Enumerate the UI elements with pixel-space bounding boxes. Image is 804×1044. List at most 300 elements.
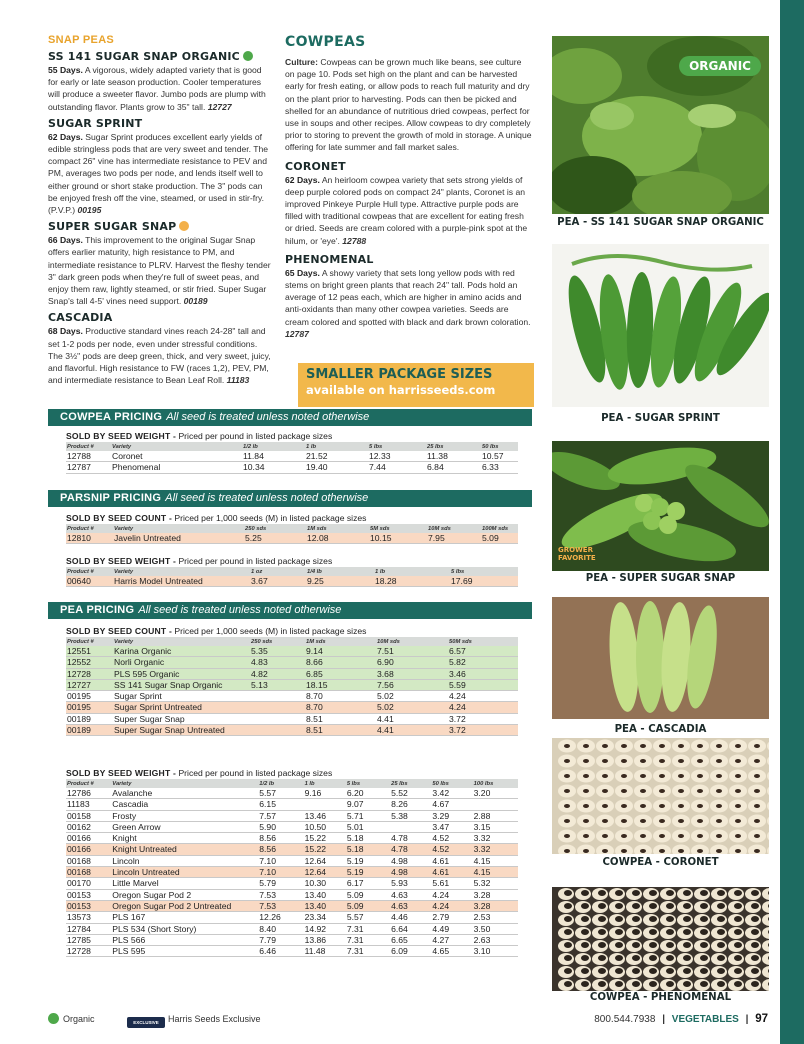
photo-caption: PEA - CASCADIA <box>614 724 707 735</box>
table-row <box>66 934 518 945</box>
table-cell: 4.78 <box>390 833 431 844</box>
table-cell: 12810 <box>66 533 113 544</box>
pricing-title: PARSNIP PRICING <box>60 492 162 504</box>
table-cell: PLS 595 Organic <box>113 668 250 679</box>
table-cell: PLS 595 <box>111 946 258 957</box>
column-header: 5 lbs <box>346 779 390 788</box>
table-cell: 9.14 <box>305 646 376 657</box>
promo-title: SMALLER PACKAGE SIZES <box>306 367 493 382</box>
column-header: 50 lbs <box>431 779 472 788</box>
table-caption: Priced per pound in listed package sizes <box>178 431 333 441</box>
exclusive-legend-label: Harris Seeds Exclusive <box>168 1014 261 1024</box>
table-row <box>66 576 518 587</box>
column-header: 1M sds <box>306 524 369 533</box>
table-cell: 4.52 <box>431 833 472 844</box>
smaller-packages-promo[interactable] <box>298 363 534 407</box>
table-cell: 4.78 <box>390 844 431 855</box>
table-cell: 5.71 <box>346 810 390 821</box>
table-cell: 4.61 <box>431 855 472 866</box>
product-code: 12727 <box>207 101 232 112</box>
parsnip-count-table-block <box>66 513 518 544</box>
column-header: 50 lbs <box>481 442 518 451</box>
table-cell: 8.56 <box>258 833 303 844</box>
exclusive-badge-icon: EXCLUSIVE <box>127 1017 165 1028</box>
table-cell: 4.63 <box>390 900 431 911</box>
variety-ss141 <box>48 50 272 113</box>
table-cell: 9.07 <box>346 799 390 810</box>
photo-cascadia <box>552 597 769 719</box>
variety-days: 68 Days. <box>48 326 83 337</box>
column-header: 1M sds <box>305 637 376 646</box>
table-cell: 7.31 <box>346 934 390 945</box>
footer <box>48 1013 768 1031</box>
table-cell: 00168 <box>66 855 111 866</box>
table-cell: 3.47 <box>431 821 472 832</box>
photo-caption: COWPEA - PHENOMENAL <box>589 992 732 1003</box>
table-row <box>66 533 518 544</box>
table-cell: 6.84 <box>426 462 481 473</box>
table-cell: PLS 167 <box>111 912 258 923</box>
table-row <box>66 855 518 866</box>
table-cell: 3.15 <box>473 821 518 832</box>
table-cell: 5.18 <box>346 844 390 855</box>
table-row <box>66 691 518 702</box>
table-cell: 3.10 <box>473 946 518 957</box>
table-cell: 10.34 <box>242 462 305 473</box>
cowpeas-title: COWPEAS <box>285 34 366 50</box>
table-cell: 8.66 <box>305 657 376 668</box>
table-cell <box>304 799 346 810</box>
table-cell: 5.61 <box>431 878 472 889</box>
organic-legend-icon <box>48 1013 59 1024</box>
grower-favorite-badge: GROWER FAVORITE <box>558 546 596 562</box>
section-name: VEGETABLES <box>671 1014 739 1025</box>
table-cell: 13.40 <box>304 900 346 911</box>
table-cell: 8.51 <box>305 713 376 724</box>
table-cell: 12.08 <box>306 533 369 544</box>
table-row <box>66 912 518 923</box>
pricing-note: All seed is treated unless noted otherwise <box>138 604 342 616</box>
column-header: Variety <box>113 567 250 576</box>
column-header: Variety <box>111 779 258 788</box>
table-cell: 10.15 <box>369 533 427 544</box>
table-cell: 12551 <box>66 646 113 657</box>
column-header: 250 sds <box>250 637 305 646</box>
table-cell: PLS 566 <box>111 934 258 945</box>
table-cell: 8.40 <box>258 923 303 934</box>
table-cell: 4.15 <box>473 855 518 866</box>
table-cell: 12.33 <box>368 451 426 462</box>
table-cell: 5.93 <box>390 878 431 889</box>
table-cell: 12787 <box>66 462 111 473</box>
page-number: 97 <box>755 1013 768 1025</box>
product-code: 12787 <box>285 328 309 339</box>
table-cell: 5.35 <box>250 646 305 657</box>
table-row <box>66 788 518 799</box>
table-cell: Lincoln Untreated <box>111 867 258 878</box>
table-cell: 5.79 <box>258 878 303 889</box>
table-cell: 17.69 <box>450 576 518 587</box>
table-cell: 6.20 <box>346 788 390 799</box>
pricing-note: All seed is treated unless noted otherwise <box>166 411 370 423</box>
photo-caption: PEA - SUGAR SPRINT <box>601 413 720 424</box>
table-cell: Coronet <box>111 451 242 462</box>
table-cell: 00640 <box>66 576 113 587</box>
parsnip-weight-table-block <box>66 556 518 587</box>
photo-super-sugar-snap <box>552 441 769 571</box>
table-cell: 5.02 <box>376 702 448 713</box>
table-row <box>66 713 518 724</box>
table-cell: 4.82 <box>250 668 305 679</box>
table-cell: Frosty <box>111 810 258 821</box>
table-cell: 3.42 <box>431 788 472 799</box>
table-cell: Little Marvel <box>111 878 258 889</box>
table-cell: Phenomenal <box>111 462 242 473</box>
table-row <box>66 668 518 679</box>
table-cell: 7.53 <box>258 889 303 900</box>
table-cell: 6.65 <box>390 934 431 945</box>
table-cell: 4.65 <box>431 946 472 957</box>
table-cell: 7.51 <box>376 646 448 657</box>
table-row <box>66 844 518 855</box>
pea-weight-table <box>66 779 518 957</box>
organic-legend-label: Organic <box>63 1014 95 1024</box>
table-cell: 00153 <box>66 900 111 911</box>
table-cell: 12785 <box>66 934 111 945</box>
table-cell: 3.46 <box>448 668 518 679</box>
variety-days: 62 Days. <box>285 174 320 185</box>
table-cell: 4.41 <box>376 713 448 724</box>
table-cell: 5.19 <box>346 855 390 866</box>
photo-caption: COWPEA - CORONET <box>602 857 719 868</box>
column-header: Product # <box>66 567 113 576</box>
table-cell: 7.53 <box>258 900 303 911</box>
table-cell: 5.82 <box>448 657 518 668</box>
product-code: 12788 <box>342 235 367 246</box>
table-cell: 4.52 <box>431 844 472 855</box>
table-cell: 00162 <box>66 821 111 832</box>
table-cell: 13.46 <box>304 810 346 821</box>
table-caption: Priced per pound in listed package sizes <box>178 556 333 566</box>
table-cell: 6.64 <box>390 923 431 934</box>
table-cell: 8.26 <box>390 799 431 810</box>
table-row <box>66 810 518 821</box>
variety-description: Sugar Sprint produces excellent early yields of edible stringless pods that are very sweet and tender. The compact 26" vine has intermediate resistance to PEV and PM, averages two pods per node, and lends itself well to either ground or short stake production. The 3" pods can be enjoyed fresh off the vine, steamed, or used in stir-fry. (P.V.P.) <box>48 131 269 216</box>
table-row <box>66 889 518 900</box>
table-cell: 8.70 <box>305 702 376 713</box>
table-cell: Knight Untreated <box>111 844 258 855</box>
culture-label: Culture: <box>285 57 318 67</box>
table-row <box>66 702 518 713</box>
table-cell: Oregon Sugar Pod 2 <box>111 889 258 900</box>
variety-name: SS 141 SUGAR SNAP ORGANIC <box>48 50 240 63</box>
table-cell: Norli Organic <box>113 657 250 668</box>
column-header: 5 lbs <box>450 567 518 576</box>
table-cell <box>390 821 431 832</box>
variety-description: An heirloom cowpea variety that sets strong yields of deep purple colored pods on compact 24" plants, Coronet is an improved Pinkeye Purple Hull type. Attractive purple pods are filled with traditional cowpeas that are excellent for eating fresh or dried. Seeds are cream colored with a purple-pink spot at the hilum, or 'eye'. <box>285 174 528 246</box>
table-row <box>66 900 518 911</box>
table-cell: SS 141 Sugar Snap Organic <box>113 679 250 690</box>
table-cell: 5.38 <box>390 810 431 821</box>
table-caption: Priced per pound in listed package sizes <box>178 768 333 778</box>
table-cell: Super Sugar Snap <box>113 713 250 724</box>
cowpea-weight-table-block <box>66 431 518 474</box>
table-cell: 9.25 <box>306 576 374 587</box>
table-cell: 12784 <box>66 923 111 934</box>
table-cell: 7.95 <box>427 533 481 544</box>
table-cell: 6.57 <box>448 646 518 657</box>
table-cell: 5.09 <box>481 533 518 544</box>
table-cell: Lincoln <box>111 855 258 866</box>
table-cell: 7.31 <box>346 946 390 957</box>
table-cell: 11183 <box>66 799 111 810</box>
table-cell <box>250 691 305 702</box>
table-cell: 3.72 <box>448 725 518 736</box>
culture-paragraph <box>285 56 533 154</box>
column-header: 25 lbs <box>390 779 431 788</box>
cowpeas-column <box>285 34 533 340</box>
table-cell: 7.10 <box>258 867 303 878</box>
table-cell: 2.79 <box>431 912 472 923</box>
table-cell: 5.59 <box>448 679 518 690</box>
table-cell <box>250 702 305 713</box>
column-header: 1 oz <box>250 567 306 576</box>
column-header: 25 lbs <box>426 442 481 451</box>
table-cell: 9.16 <box>304 788 346 799</box>
table-cell: 4.24 <box>431 889 472 900</box>
table-cell: 3.28 <box>473 900 518 911</box>
table-caption-bold: SOLD BY SEED COUNT - <box>66 513 173 523</box>
column-header: Product # <box>66 779 111 788</box>
column-header: 50M sds <box>448 637 518 646</box>
table-cell: 4.49 <box>431 923 472 934</box>
table-cell: 3.68 <box>376 668 448 679</box>
table-cell: Javelin Untreated <box>113 533 244 544</box>
table-cell: 3.28 <box>473 889 518 900</box>
table-cell: Sugar Sprint <box>113 691 250 702</box>
pea-pricing-bar <box>48 602 532 619</box>
table-cell: 4.24 <box>431 900 472 911</box>
table-cell: 3.20 <box>473 788 518 799</box>
table-row <box>66 946 518 957</box>
variety-super-sugar-snap <box>48 220 272 307</box>
column-header: Variety <box>113 637 250 646</box>
table-cell: 00170 <box>66 878 111 889</box>
table-cell: 21.52 <box>305 451 368 462</box>
cowpea-pricing-bar <box>48 409 532 426</box>
variety-coronet <box>285 160 533 247</box>
table-cell: 4.83 <box>250 657 305 668</box>
table-caption-bold: SOLD BY SEED WEIGHT - <box>66 768 177 778</box>
variety-name: SUPER SUGAR SNAP <box>48 220 177 234</box>
table-cell: 19.40 <box>305 462 368 473</box>
table-cell: 4.15 <box>473 867 518 878</box>
table-cell: Cascadia <box>111 799 258 810</box>
variety-days: 66 Days. <box>48 235 83 246</box>
photo-caption: PEA - SS 141 SUGAR SNAP ORGANIC <box>557 217 764 228</box>
grower-favorite-dot-icon <box>179 221 189 231</box>
table-cell: PLS 534 (Short Story) <box>111 923 258 934</box>
page-footer-right: 800.544.7938 | VEGETABLES | 97 <box>594 1013 768 1025</box>
table-cell: 13573 <box>66 912 111 923</box>
table-cell: 00153 <box>66 889 111 900</box>
table-row <box>66 799 518 810</box>
pricing-title: COWPEA PRICING <box>60 411 163 423</box>
table-cell: 8.56 <box>258 844 303 855</box>
table-cell: 18.28 <box>374 576 450 587</box>
table-cell: 7.79 <box>258 934 303 945</box>
table-caption-bold: SOLD BY SEED WEIGHT - <box>66 556 177 566</box>
table-cell: 18.15 <box>305 679 376 690</box>
table-row <box>66 679 518 690</box>
variety-name: PHENOMENAL <box>285 252 374 266</box>
product-code: 00189 <box>183 296 208 307</box>
table-cell: 5.09 <box>346 900 390 911</box>
table-cell: 00168 <box>66 867 111 878</box>
table-cell: 12.26 <box>258 912 303 923</box>
parsnip-count-table <box>66 524 518 544</box>
column-header: 5M sds <box>369 524 427 533</box>
table-cell: 00195 <box>66 702 113 713</box>
table-cell: 10.30 <box>304 878 346 889</box>
side-accent-bar <box>780 0 804 1044</box>
table-cell: 11.48 <box>304 946 346 957</box>
product-code: 00195 <box>77 205 102 216</box>
table-row <box>66 867 518 878</box>
table-cell: 3.67 <box>250 576 306 587</box>
table-cell: 12.64 <box>304 867 346 878</box>
table-cell: 5.19 <box>346 867 390 878</box>
table-cell: 12728 <box>66 668 113 679</box>
column-header: 1 lb <box>305 442 368 451</box>
table-cell: 6.09 <box>390 946 431 957</box>
table-cell: 2.53 <box>473 912 518 923</box>
table-row <box>66 725 518 736</box>
table-caption-bold: SOLD BY SEED WEIGHT - <box>66 431 177 441</box>
table-cell: 4.27 <box>431 934 472 945</box>
table-cell: 6.85 <box>305 668 376 679</box>
table-cell: 5.18 <box>346 833 390 844</box>
table-cell: 3.32 <box>473 844 518 855</box>
table-cell: 10.57 <box>481 451 518 462</box>
table-cell: 6.15 <box>258 799 303 810</box>
variety-description: A vigorous, widely adapted variety that is good for early or late season production. Cooler temperatures will produce a sweeter flavor. Jumbo pods are plump with outstanding flavor. Plants grow to 35" tall. <box>48 65 266 112</box>
table-cell: 4.46 <box>390 912 431 923</box>
table-caption-bold: SOLD BY SEED COUNT - <box>66 626 173 636</box>
table-cell: 2.63 <box>473 934 518 945</box>
table-cell: 7.56 <box>376 679 448 690</box>
column-header: 5 lbs <box>368 442 426 451</box>
variety-name: CASCADIA <box>48 311 113 325</box>
column-header: 10M sds <box>427 524 481 533</box>
table-cell: 5.57 <box>346 912 390 923</box>
table-cell: Avalanche <box>111 788 258 799</box>
pea-count-table <box>66 637 518 736</box>
table-cell: Green Arrow <box>111 821 258 832</box>
table-cell: 00166 <box>66 833 111 844</box>
variety-days: 65 Days. <box>285 267 320 278</box>
table-cell: 13.40 <box>304 889 346 900</box>
table-cell: 4.98 <box>390 867 431 878</box>
variety-description: A showy variety that sets long yellow pods with red stems on bright green plants that reach 24" tall. Pods hold an average of 12 peas each, which are higher in amino acids and anti-oxidants than many other cowpea varieties. Seeds are cream colored and spotted with black and dark brown coloration. <box>285 267 531 327</box>
table-cell <box>473 799 518 810</box>
photo-ss141-sugar-snap <box>552 36 769 214</box>
table-cell: 4.98 <box>390 855 431 866</box>
culture-text: Cowpeas can be grown much like beans, see culture on page 10. Pods set high on the plant and can be harvested early for fresh eating, or allow pods to reach full maturity and dry on the plant prior to harvesting. Pods can then be picked and shelled for an abundance of nutritious dried cowpeas, perfect for use in soups and other recipes. Allow cowpeas to dry completely prior to storing to prevent the growth of mold in storage. A unique offering for late summer and fall market sales. <box>285 57 532 153</box>
photo-sugar-sprint <box>552 244 769 407</box>
column-header: Product # <box>66 524 113 533</box>
promo-link[interactable]: available on harrisseeds.com <box>306 383 496 397</box>
table-cell: 7.57 <box>258 810 303 821</box>
pea-count-table-block <box>66 626 518 736</box>
organic-dot-icon <box>243 51 253 61</box>
organic-badge: ORGANIC <box>679 56 761 76</box>
table-cell: 5.13 <box>250 679 305 690</box>
table-cell: 8.70 <box>305 691 376 702</box>
table-cell: 5.32 <box>473 878 518 889</box>
table-caption: Priced per 1,000 seeds (M) in listed package sizes <box>174 626 367 636</box>
table-row <box>66 833 518 844</box>
table-cell: Super Sugar Snap Untreated <box>113 725 250 736</box>
parsnip-pricing-bar <box>48 490 532 507</box>
column-header: Product # <box>66 442 111 451</box>
table-row <box>66 451 518 462</box>
table-cell: 3.29 <box>431 810 472 821</box>
column-header: Product # <box>66 637 113 646</box>
table-row <box>66 657 518 668</box>
table-caption: Priced per 1,000 seeds (M) in listed package sizes <box>174 513 367 523</box>
variety-cascadia <box>48 311 272 386</box>
table-row <box>66 923 518 934</box>
table-cell: 6.33 <box>481 462 518 473</box>
variety-name: CORONET <box>285 159 346 173</box>
table-cell: 5.02 <box>376 691 448 702</box>
table-cell <box>250 713 305 724</box>
table-cell: 11.84 <box>242 451 305 462</box>
table-cell: 4.61 <box>431 867 472 878</box>
table-cell: Knight <box>111 833 258 844</box>
photo-coronet <box>552 738 769 854</box>
phone-number: 800.544.7938 <box>594 1014 656 1025</box>
table-cell: Oregon Sugar Pod 2 Untreated <box>111 900 258 911</box>
variety-sugar-sprint <box>48 117 272 216</box>
column-header: 1/2 lb <box>242 442 305 451</box>
table-cell: 2.88 <box>473 810 518 821</box>
table-cell: 14.92 <box>304 923 346 934</box>
table-cell: 10.50 <box>304 821 346 832</box>
table-cell: Sugar Sprint Untreated <box>113 702 250 713</box>
column-header: Variety <box>113 524 244 533</box>
photo-phenomenal <box>552 887 769 991</box>
table-row <box>66 821 518 832</box>
table-cell: 5.01 <box>346 821 390 832</box>
table-cell: 12728 <box>66 946 111 957</box>
table-cell: 00166 <box>66 844 111 855</box>
column-header: 1 lb <box>374 567 450 576</box>
table-cell: 00195 <box>66 691 113 702</box>
table-cell: 6.17 <box>346 878 390 889</box>
variety-description: Productive standard vines reach 24-28" tall and set 1-2 pods per node, even under stressful conditions. The 3½" pods are deep green, thick, and very sweet, juicy, and flavorful. High resistance to FW (races 1,2), PEV, PM, and intermediate resistance to Bean Leaf Roll. <box>48 326 271 386</box>
column-header: 100 lbs <box>473 779 518 788</box>
variety-days: 55 Days. <box>48 65 83 75</box>
photo-caption: PEA - SUPER SUGAR SNAP <box>585 573 736 584</box>
column-header: 100M sds <box>481 524 518 533</box>
table-cell: 12727 <box>66 679 113 690</box>
table-cell: 5.90 <box>258 821 303 832</box>
table-cell: 5.09 <box>346 889 390 900</box>
table-cell: 6.90 <box>376 657 448 668</box>
table-cell: 7.31 <box>346 923 390 934</box>
